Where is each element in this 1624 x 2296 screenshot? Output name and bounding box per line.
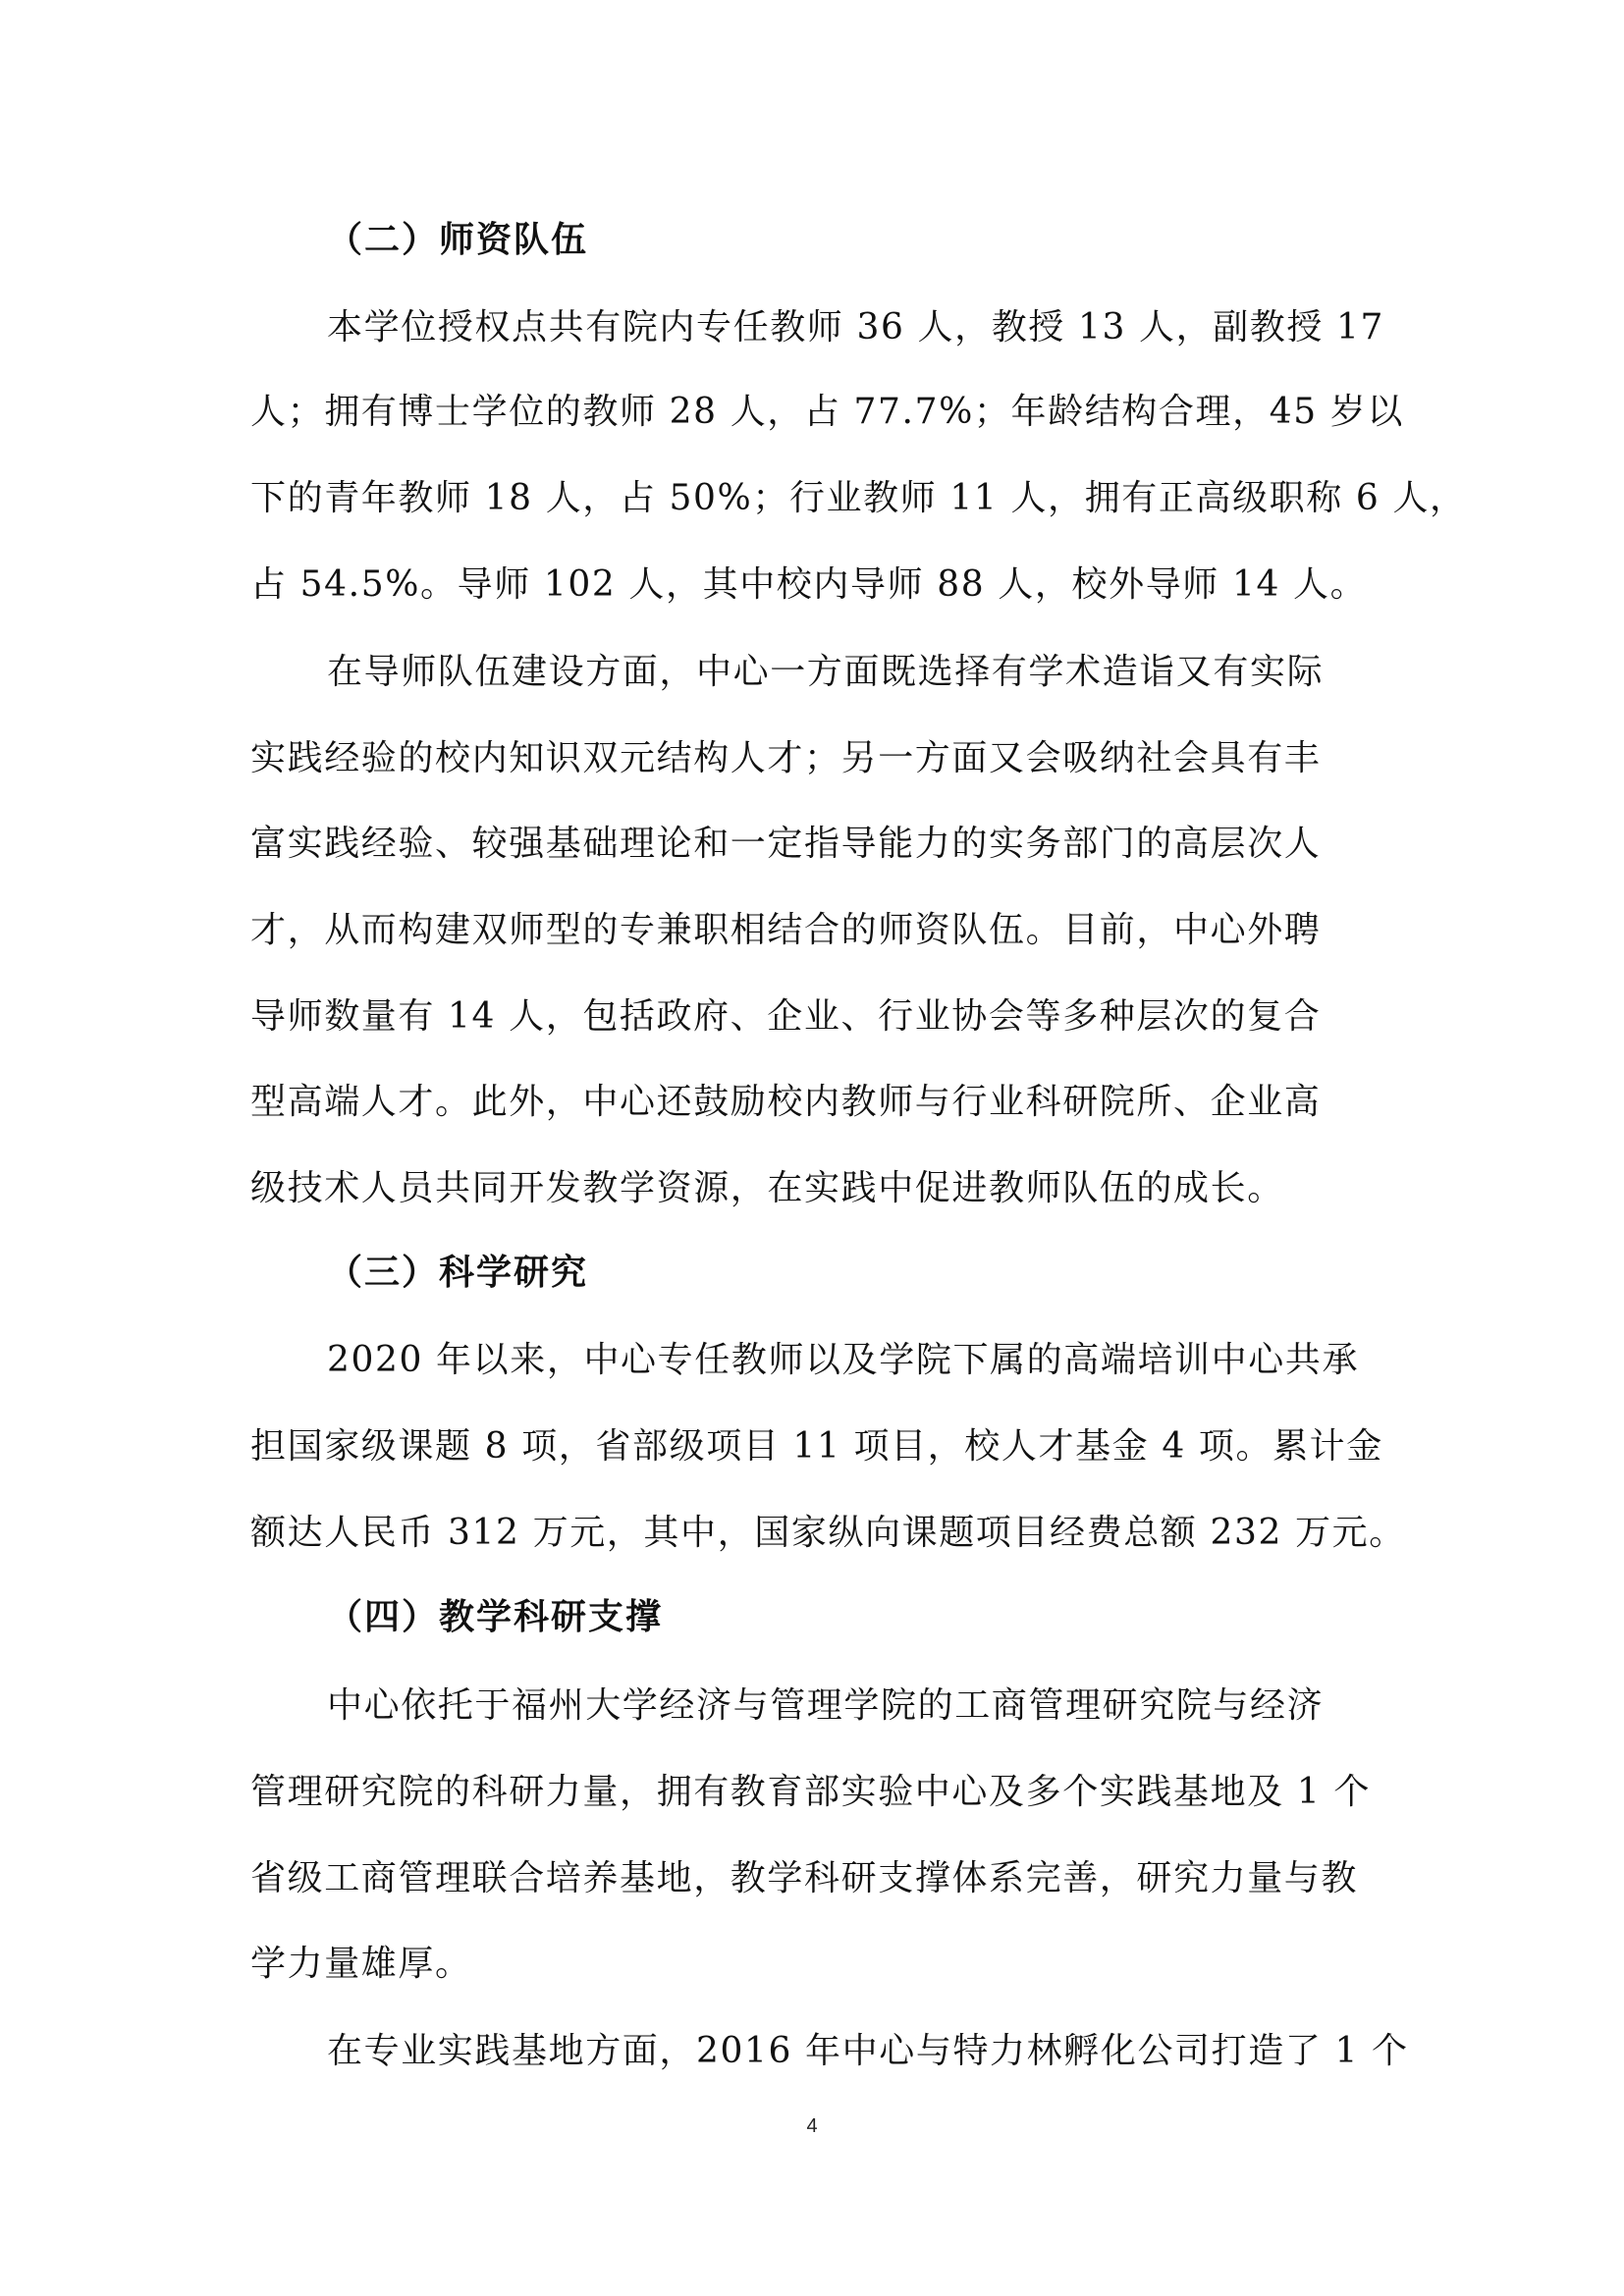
section-heading-research: （三）科学研究 — [327, 1253, 589, 1293]
paragraph-line: 省级工商管理联合培养基地，教学科研支撑体系完善，研究力量与教 — [250, 1858, 1359, 1898]
section-heading-faculty: （二）师资队伍 — [327, 220, 589, 260]
paragraph-line: 导师数量有 14 人，包括政府、企业、行业协会等多种层次的复合 — [250, 996, 1322, 1037]
paragraph-line: 在专业实践基地方面，2016 年中心与特力林孵化公司打造了 1 个 — [327, 2031, 1409, 2071]
paragraph-line: 管理研究院的科研力量，拥有教育部实验中心及多个实践基地及 1 个 — [250, 1772, 1371, 1812]
paragraph-line: 占 54.5%。导师 102 人，其中校内导师 88 人，校外导师 14 人。 — [250, 564, 1368, 605]
paragraph-line: 型高端人才。此外，中心还鼓励校内教师与行业科研院所、企业高 — [250, 1082, 1322, 1122]
section-heading-support: （四）教学科研支撑 — [327, 1597, 664, 1637]
paragraph-line: 中心依托于福州大学经济与管理学院的工商管理研究院与经济 — [327, 1685, 1325, 1726]
paragraph-line: 级技术人员共同开发教学资源，在实践中促进教师队伍的成长。 — [250, 1168, 1284, 1208]
paragraph-line: 人；拥有博士学位的教师 28 人，占 77.7%；年龄结构合理，45 岁以 — [250, 392, 1404, 432]
paragraph-line: 额达人民币 312 万元，其中，国家纵向课题项目经费总额 232 万元。 — [250, 1513, 1406, 1553]
paragraph-line: 在导师队伍建设方面，中心一方面既选择有学术造诣又有实际 — [327, 652, 1325, 692]
paragraph-line: 本学位授权点共有院内专任教师 36 人，教授 13 人，副教授 17 — [327, 307, 1385, 347]
paragraph-line: 学力量雄厚。 — [250, 1944, 472, 1984]
page-number: 4 — [806, 2115, 818, 2137]
paragraph-line: 实践经验的校内知识双元结构人才；另一方面又会吸纳社会具有丰 — [250, 738, 1322, 778]
paragraph-line: 下的青年教师 18 人，占 50%；行业教师 11 人，拥有正高级职称 6 人， — [250, 478, 1467, 518]
paragraph-line: 才，从而构建双师型的专兼职相结合的师资队伍。目前，中心外聘 — [250, 910, 1322, 950]
paragraph-line: 2020 年以来，中心专任教师以及学院下属的高端培训中心共承 — [327, 1340, 1360, 1380]
paragraph-line: 富实践经验、较强基础理论和一定指导能力的实务部门的高层次人 — [250, 824, 1322, 864]
paragraph-line: 担国家级课题 8 项，省部级项目 11 项目，校人才基金 4 项。累计金 — [250, 1426, 1383, 1467]
